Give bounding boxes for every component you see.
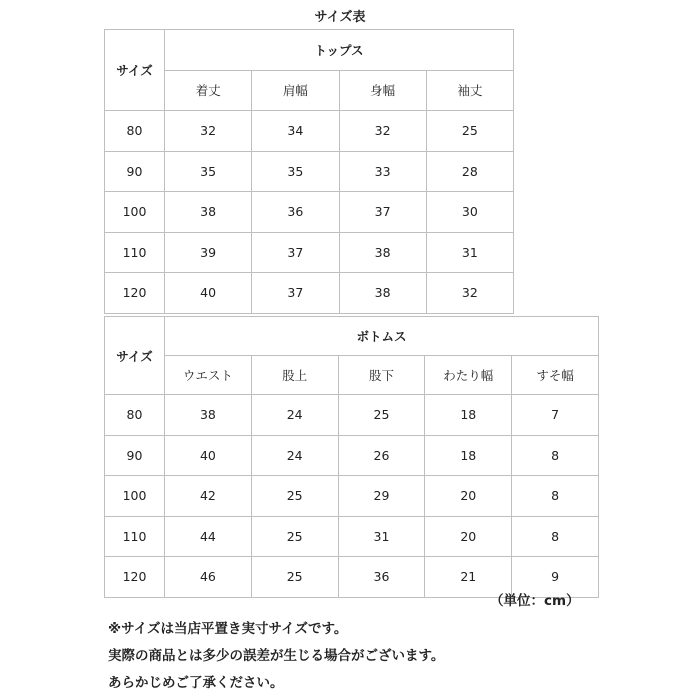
- value-cell: 24: [251, 395, 338, 436]
- value-cell: 38: [165, 192, 252, 233]
- value-cell: 36: [338, 557, 425, 598]
- value-cell: 40: [165, 273, 252, 314]
- table-row: [105, 516, 599, 557]
- bottoms-table-body: [105, 317, 599, 598]
- table-row: [105, 273, 514, 314]
- value-cell: 9: [512, 557, 599, 598]
- table-row: [105, 151, 514, 192]
- unit-label: （単位：cm）: [490, 593, 580, 609]
- size-cell: 80: [105, 395, 165, 436]
- size-cell: 120: [105, 557, 165, 598]
- size-cell: 100: [105, 476, 165, 517]
- tops-group-header: トップス: [165, 30, 514, 71]
- bottoms-header-row: [105, 317, 599, 356]
- bottoms-column-header: すそ幅: [512, 356, 599, 395]
- value-cell: 40: [165, 435, 252, 476]
- tops-size-header: サイズ: [105, 30, 165, 111]
- value-cell: 24: [251, 435, 338, 476]
- value-cell: 20: [425, 476, 512, 517]
- value-cell: 39: [165, 232, 252, 273]
- value-cell: 32: [426, 273, 513, 314]
- value-cell: 18: [425, 395, 512, 436]
- value-cell: 38: [339, 273, 426, 314]
- value-cell: 20: [425, 516, 512, 557]
- value-cell: 31: [426, 232, 513, 273]
- value-cell: 37: [252, 273, 339, 314]
- value-cell: 25: [251, 557, 338, 598]
- value-cell: 42: [165, 476, 252, 517]
- bottoms-group-header: ボトムス: [165, 317, 599, 356]
- size-cell: 110: [105, 232, 165, 273]
- tops-header-row: [105, 30, 514, 71]
- value-cell: 29: [338, 476, 425, 517]
- table-row: [105, 111, 514, 152]
- bottoms-size-table: [104, 316, 599, 598]
- table-row: [105, 435, 599, 476]
- value-cell: 44: [165, 516, 252, 557]
- value-cell: 30: [426, 192, 513, 233]
- value-cell: 8: [512, 476, 599, 517]
- bottoms-size-header: サイズ: [105, 317, 165, 395]
- value-cell: 8: [512, 516, 599, 557]
- tops-table-body: [105, 30, 514, 314]
- note-line: 実際の商品とは多少の誤差が生じる場合がございます。: [108, 648, 445, 664]
- value-cell: 37: [339, 192, 426, 233]
- note-line: ※サイズは当店平置き実寸サイズです。: [108, 621, 348, 637]
- table-row: [105, 395, 599, 436]
- bottoms-column-header: わたり幅: [425, 356, 512, 395]
- table-row: [105, 192, 514, 233]
- value-cell: 25: [251, 516, 338, 557]
- value-cell: 25: [338, 395, 425, 436]
- value-cell: 21: [425, 557, 512, 598]
- size-cell: 110: [105, 516, 165, 557]
- value-cell: 31: [338, 516, 425, 557]
- value-cell: 46: [165, 557, 252, 598]
- value-cell: 32: [165, 111, 252, 152]
- tops-size-table: [104, 29, 514, 314]
- size-cell: 80: [105, 111, 165, 152]
- bottoms-column-header: ウエスト: [165, 356, 252, 395]
- value-cell: 18: [425, 435, 512, 476]
- value-cell: 35: [165, 151, 252, 192]
- table-row: [105, 476, 599, 517]
- value-cell: 25: [251, 476, 338, 517]
- note-line: あらかじめご了承ください。: [108, 675, 284, 691]
- value-cell: 33: [339, 151, 426, 192]
- value-cell: 32: [339, 111, 426, 152]
- size-cell: 100: [105, 192, 165, 233]
- tops-column-header: 袖丈: [426, 70, 513, 111]
- value-cell: 25: [426, 111, 513, 152]
- size-cell: 120: [105, 273, 165, 314]
- value-cell: 38: [165, 395, 252, 436]
- value-cell: 28: [426, 151, 513, 192]
- value-cell: 35: [252, 151, 339, 192]
- value-cell: 26: [338, 435, 425, 476]
- value-cell: 36: [252, 192, 339, 233]
- value-cell: 37: [252, 232, 339, 273]
- value-cell: 38: [339, 232, 426, 273]
- value-cell: 34: [252, 111, 339, 152]
- bottoms-column-header: 股上: [251, 356, 338, 395]
- value-cell: 8: [512, 435, 599, 476]
- size-cell: 90: [105, 435, 165, 476]
- bottoms-column-header: 股下: [338, 356, 425, 395]
- tops-column-header: 肩幅: [252, 70, 339, 111]
- value-cell: 7: [512, 395, 599, 436]
- size-cell: 90: [105, 151, 165, 192]
- bottoms-column-header-row: [105, 356, 599, 395]
- page-title: サイズ表: [314, 10, 366, 25]
- tops-column-header-row: [105, 70, 514, 111]
- tops-column-header: 身幅: [339, 70, 426, 111]
- table-row: [105, 232, 514, 273]
- tops-column-header: 着丈: [165, 70, 252, 111]
